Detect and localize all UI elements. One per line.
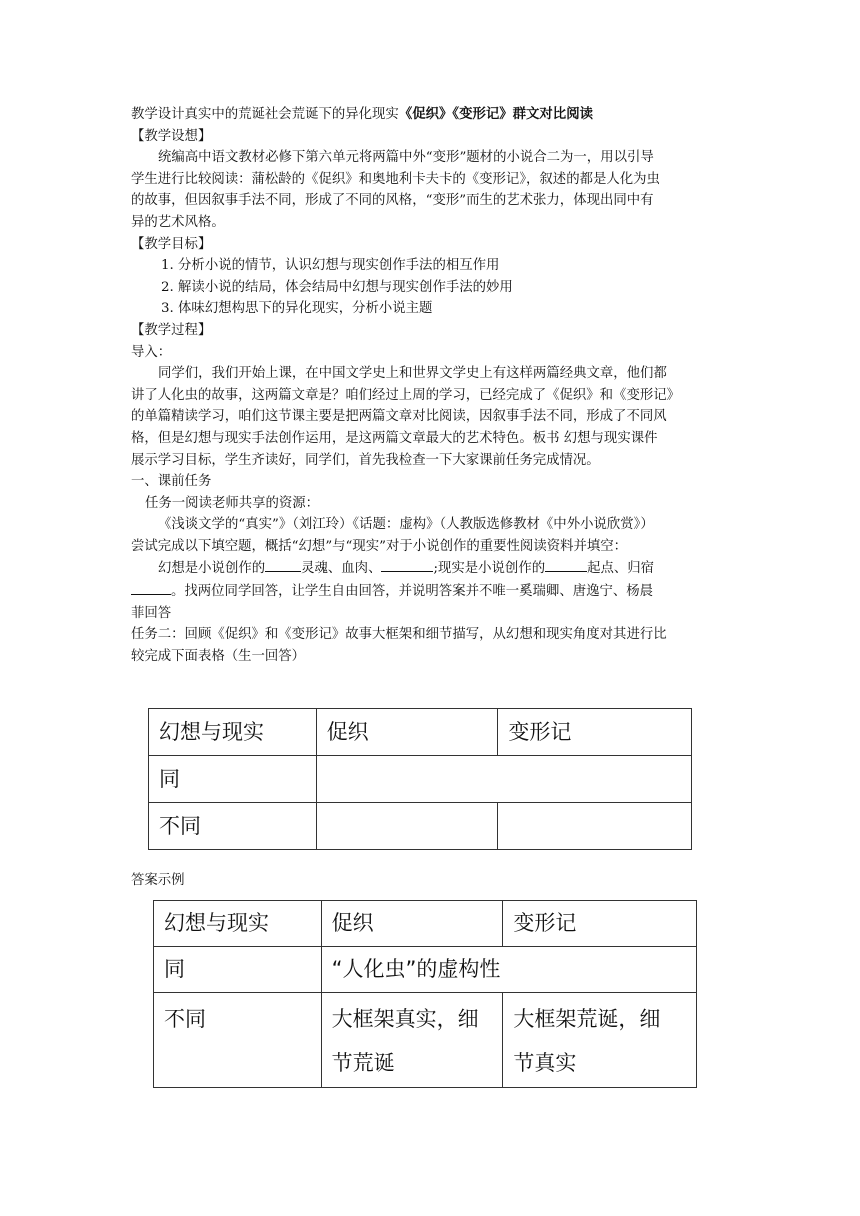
idea-line-1: 统编高中语文教材必修下第六单元将两篇中外“变形”题材的小说合二为一，用以引导: [158, 150, 654, 166]
table2-row-diff-cuzhi: [321, 993, 503, 1088]
blank-2: [381, 557, 433, 572]
table1-header-cuzhi: 促织: [316, 709, 498, 756]
goal-item-2: 2. 解读小说的结局，体会结局中幻想与现实创作手法的妙用: [161, 279, 513, 295]
intro-label: 导入：: [131, 344, 172, 360]
fill-line-3: 菲回答: [131, 605, 172, 621]
table1-row-same-cell: [316, 756, 691, 803]
table2-row-same-label: 同: [154, 947, 322, 993]
table1-header-bianxingji: 变形记: [498, 709, 692, 756]
table2-row-diff-bianxingji: [503, 993, 697, 1088]
goal-item-1: 1. 分析小说的情节，认识幻想与现实创作手法的相互作用: [161, 258, 500, 274]
heading-idea: 【教学设想】: [131, 128, 212, 144]
intro-line-2: 讲了人化虫的故事，这两篇文章是？咱们经过上周的学习，已经完成了《促织》和《变形记》: [131, 387, 681, 403]
intro-line-3: 的单篇精读学习，咱们这节课主要是把两篇文章对比阅读，因叙事手法不同，形成了不同风: [131, 409, 667, 425]
task1-line-2: 尝试完成以下填空题，概括“幻想”与“现实”对于小说创作的重要性阅读资料并填空：: [131, 538, 628, 554]
table2-header-cuzhi: 促织: [321, 901, 503, 947]
heading-process: 【教学过程】: [131, 322, 212, 338]
table2-header-aspect: 幻想与现实: [154, 901, 322, 947]
table1-row-same-label: 同: [149, 756, 317, 803]
title-prefix: 教学设计真实中的荒诞社会荒诞下的异化现实: [131, 107, 399, 122]
idea-line-3: 的故事，但因叙事手法不同，形成了不同的风格，“变形”而生的艺术张力，体现出同中有: [131, 193, 654, 209]
task2-line-1: 任务二：回顾《促织》和《变形记》故事大框架和细节描写，从幻想和现实角度对其进行比: [131, 627, 667, 643]
document-body: [131, 104, 731, 667]
table2-row-diff-label: 不同: [154, 993, 322, 1088]
task2-line-2: 较完成下面表格（生一回答）: [131, 648, 306, 664]
goal-item-3: 3. 体味幻想构思下的异化现实，分析小说主题: [161, 301, 433, 317]
title-bold: 《促织》《变形记》群文对比阅读: [398, 106, 593, 122]
intro-line-4: 格，但是幻想与现实手法创作运用，是这两篇文章最大的艺术特色。板书 幻想与现实课件: [131, 430, 658, 446]
bianxingji-answer-line-1: 大框架荒诞，细: [513, 1007, 661, 1031]
heading-goals: 【教学目标】: [131, 236, 212, 252]
answer-caption: 答案示例: [131, 873, 185, 888]
blank-1: [265, 557, 301, 572]
document-title: [131, 104, 731, 126]
cuzhi-answer-line-1: 大框架真实，细: [331, 1007, 479, 1031]
blank-4: [131, 580, 171, 595]
task1-label: 任务一阅读老师共享的资源：: [145, 495, 320, 511]
comparison-table-answer: [153, 900, 697, 1088]
fill-line-2: 。找两位同学回答，让学生自由回答，并说明答案并不唯一奚瑞卿、唐逸宁、杨晨: [131, 580, 731, 603]
heading-pre-task: 一、课前任务: [131, 474, 212, 490]
task1-line-1: 《浅谈文学的“真实”》（刘江玲）《话题：虚构》（人教版选修教材《中外小说欣赏》）: [158, 517, 654, 533]
table1-row-diff-bianxingji: [498, 803, 692, 850]
table2-row-same-value: “人化虫”的虚构性: [321, 947, 696, 993]
table1-row-diff-cuzhi: [316, 803, 498, 850]
idea-line-2: 学生进行比较阅读：蒲松龄的《促织》和奥地利卡夫卡的《变形记》，叙述的都是人化为虫: [131, 171, 660, 187]
fill-line-1: 幻想是小说创作的 灵魂、血肉、 ;现实是小说创作的 起点、归宿: [131, 557, 731, 580]
table2-header-bianxingji: 变形记: [503, 901, 697, 947]
intro-line-1: 同学们，我们开始上课，在中国文学史上和世界文学史上有这样两篇经典文章，他们都: [158, 366, 667, 382]
comparison-table-blank: [148, 708, 692, 850]
bianxingji-answer-line-2: 节真实: [513, 1051, 577, 1075]
idea-line-4: 异的艺术风格。: [131, 214, 225, 230]
table1-row-diff-label: 不同: [149, 803, 317, 850]
blank-3: [545, 557, 587, 572]
cuzhi-answer-line-2: 节荒诞: [331, 1051, 395, 1075]
table1-header-aspect: 幻想与现实: [149, 709, 317, 756]
intro-line-5: 展示学习目标，学生齐读好，同学们，首先我检查一下大家课前任务完成情况。: [131, 452, 600, 468]
